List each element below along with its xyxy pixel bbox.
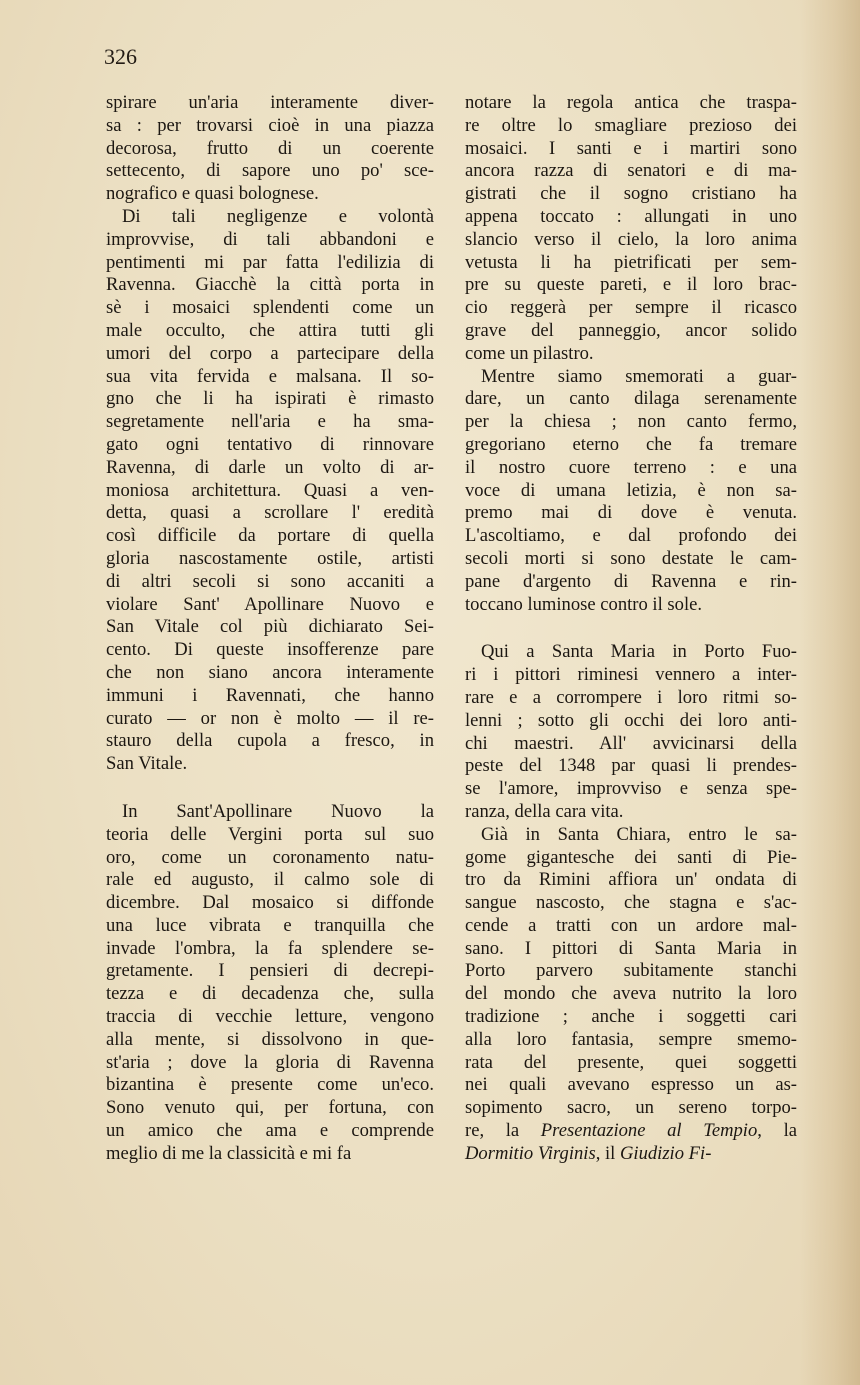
text-segment: , il xyxy=(595,1142,620,1164)
left-column xyxy=(106,92,434,1166)
text-line: nei quali avevano espresso un as- xyxy=(465,1074,797,1096)
text-line: dicembre. Dal mosaico si diffonde xyxy=(106,892,434,914)
text-line: traccia di vecchie letture, vengono xyxy=(106,1006,434,1028)
text-line: ri i pittori riminesi vennero a inter- xyxy=(465,664,797,686)
text-line: voce di umana letizia, è non sa- xyxy=(465,479,797,501)
text-line: improvvise, di tali abbandoni e xyxy=(106,228,434,250)
right-column xyxy=(465,92,797,1166)
text-line: Ravenna. Giacchè la città porta in xyxy=(106,274,434,296)
text-line: st'aria ; dove la gloria di Ravenna xyxy=(106,1051,434,1073)
text-line: decorosa, frutto di un coerente xyxy=(106,137,434,159)
text-line: cende a tratti con un ardore mal- xyxy=(465,914,797,936)
text-line: male occulto, che attira tutti gli xyxy=(106,319,434,341)
paragraph xyxy=(465,641,797,823)
text-line: alla mente, si dissolvono in que- xyxy=(106,1028,434,1050)
text-line: pane d'argento di Ravenna e rin- xyxy=(465,570,797,592)
text-line: tro da Rimini affiora un' ondata di xyxy=(465,869,797,891)
text-line: gno che li ha ispirati è rimasto xyxy=(106,388,434,410)
text-line: gistrati che il sogno cristiano ha xyxy=(465,183,797,205)
text-line: L'ascoltiamo, e dal profondo dei xyxy=(465,525,797,547)
text-line: tradizione ; anche i soggetti cari xyxy=(465,1006,797,1028)
text-line: cento. Di queste insofferenze pare xyxy=(106,639,434,661)
text-line: moniosa architettura. Quasi a ven- xyxy=(106,479,434,501)
text-line: umori del corpo a partecipare della xyxy=(106,342,434,364)
text-line: rale ed augusto, il calmo sole di xyxy=(106,869,434,891)
text-line: segretamente nell'aria e ha sma- xyxy=(106,411,434,433)
paragraph-gap xyxy=(106,776,434,801)
paragraph xyxy=(106,801,434,1166)
text-line: gloria nascostamente ostile, artisti xyxy=(106,547,434,569)
text-line: spirare un'aria interamente diver- xyxy=(106,92,434,113)
text-line: come un pilastro. xyxy=(465,342,594,364)
text-line: cio reggerà per sempre il ricasco xyxy=(465,297,797,319)
text-line: grave del panneggio, ancor solido xyxy=(465,319,797,341)
text-line: sa : per trovarsi cioè in una piazza xyxy=(106,114,434,136)
text-line: Ravenna, di darle un volto di ar- xyxy=(106,456,434,478)
text-line: gretamente. I pensieri di decrepi- xyxy=(106,960,434,982)
text-line xyxy=(465,1143,797,1166)
text-line: tezza e di decadenza che, sulla xyxy=(106,983,434,1005)
text-line: sangue nascosto, che stagna e s'ac- xyxy=(465,892,797,914)
text-line: appena toccato : allungati in uno xyxy=(465,205,797,227)
text-line: del mondo che aveva nutrito la loro xyxy=(465,983,797,1005)
text-line: notare la regola antica che traspa- xyxy=(465,92,797,113)
text-line: Sono venuto qui, per fortuna, con xyxy=(106,1097,434,1119)
text-line: re oltre lo smagliare prezioso dei xyxy=(465,114,797,136)
text-line: un amico che ama e comprende xyxy=(106,1120,434,1142)
text-line: pre su queste pareti, e il loro brac- xyxy=(465,274,797,296)
paragraph xyxy=(106,92,434,206)
text-line: detta, quasi a scrollare l' eredità xyxy=(106,502,434,524)
text-line: una luce vibrata e tranquilla che xyxy=(106,914,434,936)
text-line: nografico e quasi bolognese. xyxy=(106,183,319,205)
text-segment: , la xyxy=(757,1120,797,1142)
text-line: teoria delle Vergini porta sul suo xyxy=(106,823,434,845)
text-line: rare e a corrompere i loro ritmi so- xyxy=(465,686,797,708)
text-line: premo mai di dove è venuta. xyxy=(465,502,797,524)
text-line: Porto parvero subitamente stanchi xyxy=(465,960,797,982)
text-line: alla loro fantasia, sempre smemo- xyxy=(465,1028,797,1050)
text-line: di altri secoli si sono accaniti a xyxy=(106,570,434,592)
text-line: settecento, di sapore uno po' sce- xyxy=(106,160,434,182)
text-line: San Vitale. xyxy=(106,753,188,775)
text-line: Già in Santa Chiara, entro le sa- xyxy=(481,823,797,845)
text-line: Qui a Santa Maria in Porto Fuo- xyxy=(481,641,797,663)
text-line: ancora razza di senatori e di ma- xyxy=(465,160,797,182)
text-line: San Vitale col più dichiarato Sei- xyxy=(106,616,434,638)
text-line: violare Sant' Apollinare Nuovo e xyxy=(106,593,434,615)
text-line: vetusta li ha pietrificati per sem- xyxy=(465,251,797,273)
text-line: Di tali negligenze e volontà xyxy=(122,205,434,227)
text-line: il nostro cuore terreno : e una xyxy=(465,456,797,478)
text-line: chi maestri. All' avvicinarsi della xyxy=(465,732,797,754)
page-number: 326 xyxy=(104,44,137,69)
text-line: bizantina è presente come un'eco. xyxy=(106,1074,434,1096)
text-line: oro, come un coronamento natu- xyxy=(106,846,434,868)
text-line: così difficile da portare di quella xyxy=(106,525,434,547)
paragraph-gap xyxy=(465,616,797,641)
text-line: sè i mosaici splendenti come un xyxy=(106,297,434,319)
text-line: se l'amore, improvviso e senza spe- xyxy=(465,778,797,800)
italic-title: Dormitio Virginis xyxy=(465,1142,596,1164)
text-line: In Sant'Apollinare Nuovo la xyxy=(122,800,434,822)
text-line: rata del presente, quei soggetti xyxy=(465,1051,797,1073)
text-line: immuni i Ravennati, che hanno xyxy=(106,684,434,706)
text-line: lenni ; sotto gli occhi dei loro anti- xyxy=(465,709,797,731)
text-line: sano. I pittori di Santa Maria in xyxy=(465,937,797,959)
italic-title: Giudizio Fi- xyxy=(619,1142,712,1164)
italic-title: Presentazione al Tempio xyxy=(540,1120,758,1142)
text-line: gregoriano eterno che fa tremare xyxy=(465,433,797,455)
text-line: ranza, della cara vita. xyxy=(465,800,624,822)
paragraph xyxy=(465,824,797,1166)
text-line: meglio di me la classicità e mi fa xyxy=(106,1142,352,1164)
text-line: che non siano ancora interamente xyxy=(106,661,434,683)
text-line: slancio verso il cielo, la loro anima xyxy=(465,228,797,250)
text-line: sua vita fervida e malsana. Il so- xyxy=(106,365,434,387)
text-line: pentimenti mi par fatta l'edilizia di xyxy=(106,251,434,273)
text-line: sopimento sacro, un sereno torpo- xyxy=(465,1097,797,1119)
text-line: per la chiesa ; non canto fermo, xyxy=(465,411,797,433)
text-line: Mentre siamo smemorati a guar- xyxy=(481,365,797,387)
text-line: mosaici. I santi e i martiri sono xyxy=(465,137,797,159)
paragraph xyxy=(465,92,797,366)
text-line: invade l'ombra, la fa splendere se- xyxy=(106,937,434,959)
text-line: dare, un canto dilaga serenamente xyxy=(465,388,797,410)
text-line: gato ogni tentativo di rinnovare xyxy=(106,433,434,455)
text-line: stauro della cupola a fresco, in xyxy=(106,730,434,752)
paragraph xyxy=(465,366,797,617)
text-line: secoli morti si sono destate le cam- xyxy=(465,547,797,569)
paragraph xyxy=(106,206,434,776)
text-segment: re, la xyxy=(465,1120,541,1142)
text-line: toccano luminose contro il sole. xyxy=(465,593,703,615)
text-line xyxy=(465,1120,797,1143)
text-line: curato — or non è molto — il re- xyxy=(106,707,434,729)
text-line: peste del 1348 par quasi li prendes- xyxy=(465,755,797,777)
text-line: gome gigantesche dei santi di Pie- xyxy=(465,846,797,868)
